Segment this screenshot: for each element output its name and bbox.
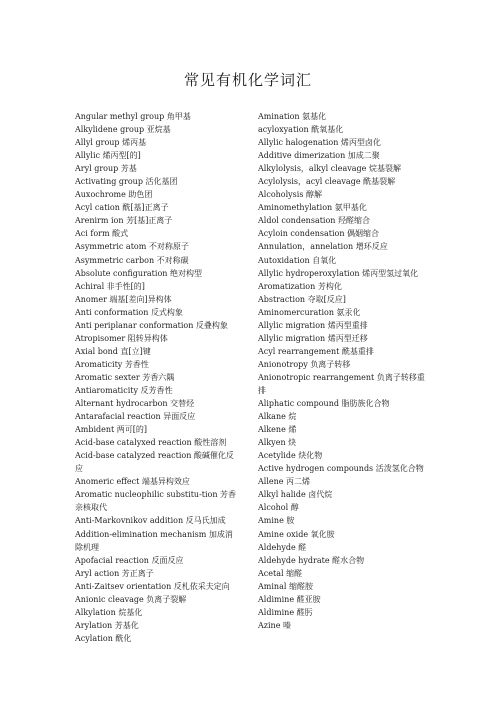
term-entry: Activating group 活化基团: [75, 177, 178, 187]
term-entry: Anomer 端基[差向]异构体: [75, 294, 172, 304]
term-entry: Anti-Markovnikov addition 反马氏加成: [75, 516, 226, 526]
term-entry: Aldehyde hydrate 醛水合物: [258, 555, 365, 565]
term-entry: Aromatic nucleophilic substitu-tion 芳香亲核取代: [75, 490, 237, 513]
term-entry: Alkylation 烷基化: [75, 607, 143, 617]
term-entry: Acid-base catalyzed reaction 酸碱催化反应: [75, 451, 234, 474]
term-entry: Allylic hydroperoxylation 烯丙型氢过氧化: [258, 268, 419, 278]
term-entry: Anomeric effect 端基异构效应: [75, 477, 190, 487]
term-entry: Absolute configuration 绝对构型: [75, 268, 202, 278]
term-entry: Acetal 缩醛: [258, 568, 303, 578]
term-entry: Additive dimerization 加成二聚: [258, 151, 380, 161]
term-entry: Asymmetric atom 不对称原子: [75, 242, 189, 252]
term-entry: acyloxyation 酰氧基化: [258, 125, 344, 135]
term-entry: Aromatization 芳构化: [258, 281, 342, 291]
term-entry: Alkyl halide 卤代烷: [258, 490, 333, 500]
term-entry: Amination 氨基化: [258, 112, 327, 121]
term-entry: Addition-elimination mechanism 加成消除机理: [75, 529, 233, 552]
term-entry: Aldimine 醛亚胺: [258, 594, 321, 604]
term-entry: Asymmetric carbon 不对称碳: [75, 255, 189, 265]
term-entry: Acyloin condensation 偶姻缩合: [258, 229, 380, 239]
term-entry: Aldimine 醛肟: [258, 607, 313, 617]
term-entry: Alkane 烷: [258, 412, 297, 422]
term-entry: Allene 丙二烯: [258, 477, 311, 487]
term-entry: Acid-base catalyxed reaction 酸性溶剂: [75, 438, 227, 448]
term-entry: Alkyen 炔: [258, 438, 297, 448]
term-entry: Acyl rearrangement 酰基重排: [258, 346, 374, 356]
term-entry: Antiaromaticity 反芳香性: [75, 385, 173, 395]
term-entry: Anti conformation 反式构象: [75, 307, 183, 317]
term-entry: Allylic 烯丙型[的]: [75, 151, 141, 161]
term-entry: Acyl cation 酰[基]正离子: [75, 203, 169, 213]
term-entry: Arenirm ion 芳[基]正离子: [75, 216, 173, 226]
term-entry: Alcohol 醇: [258, 503, 299, 513]
term-entry: Ambident 两可[的]: [75, 425, 148, 435]
term-entry: Acetylide 炔化物: [258, 451, 323, 461]
term-entry: Aromatic sexter 芳香六隅: [75, 372, 175, 382]
term-entry: Alkylidene group 亚烷基: [75, 125, 171, 135]
term-entry: Aldehyde 醛: [258, 542, 307, 552]
term-entry: Acylation 酰化: [75, 633, 132, 643]
term-entry: Alkene 烯: [258, 425, 297, 435]
term-entry: Aldol condensation 羟醛缩合: [258, 216, 370, 226]
term-entry: Alkylolysis，alkyl cleavage 烷基裂解: [258, 164, 401, 174]
term-entry: Aci form 酸式: [75, 229, 129, 239]
page-title: 常见有机化学词汇: [183, 71, 312, 89]
left-term-column: [75, 110, 239, 645]
term-entry: Autoxidation 自氧化: [258, 255, 337, 265]
term-entry: Allylic migration 烯丙型重排: [258, 320, 368, 330]
term-entry: Achiral 非手性[的]: [75, 281, 145, 291]
term-entry: Aryl action 芳正离子: [75, 568, 154, 578]
term-entry: Abstraction 夺取[反应]: [258, 294, 346, 304]
term-entry: Axial bond 直[立]键: [75, 346, 151, 356]
term-entry: Aryl group 芳基: [75, 164, 137, 174]
term-entry: Aminal 缩醛胺: [258, 581, 313, 591]
term-entry: Allylic halogenation 烯丙型卤化: [258, 138, 381, 148]
term-entry: Atropisomer 阻转异构体: [75, 333, 168, 343]
term-entry: Apofacial reaction 反面反应: [75, 555, 184, 565]
term-entry: Allylic migration 烯丙型迁移: [258, 333, 368, 343]
term-entry: Annulation，annelation 增环反应: [258, 242, 388, 252]
term-entry: Anti-Zaitsev orientation 反札依采夫定向: [75, 581, 230, 591]
term-entry: Allyl group 烯丙基: [75, 138, 147, 148]
term-entry: Active hydrogen compounds 活泼氢化合物: [258, 464, 424, 474]
term-entry: Azine 嗪: [258, 620, 291, 630]
term-entry: Anionic cleavage 负离子裂解: [75, 594, 187, 604]
term-entry: Angular methyl group 角甲基: [75, 112, 191, 121]
term-entry: Acylolysis，acyl cleavage 酰基裂解: [258, 177, 396, 187]
term-entry: Amine 胺: [258, 516, 295, 526]
term-entry: Aliphatic compound 脂肪族化合物: [258, 399, 390, 409]
term-entry: Aromaticity 芳香性: [75, 359, 149, 369]
right-term-column: [258, 110, 426, 632]
term-entry: Amine oxide 氧化胺: [258, 529, 335, 539]
term-entry: Anti periplanar conformation 反叠构象: [75, 320, 228, 330]
term-entry: Aminomethylation 氨甲基化: [258, 203, 367, 213]
term-entry: Anionotropic rearrangement 负离子转移重排: [258, 372, 425, 395]
term-entry: Alcoholysis 醇解: [258, 190, 322, 200]
term-entry: Alternant hydrocarbon 交替烃: [75, 399, 195, 409]
term-entry: Auxochrome 助色团: [75, 190, 153, 200]
term-entry: Aminomercuration 氨汞化: [258, 307, 361, 317]
term-entry: Antarafacial reaction 异面反应: [75, 412, 196, 422]
term-entry: Arylation 芳基化: [75, 620, 139, 630]
term-entry: Anionotropy 负离子转移: [258, 359, 351, 369]
